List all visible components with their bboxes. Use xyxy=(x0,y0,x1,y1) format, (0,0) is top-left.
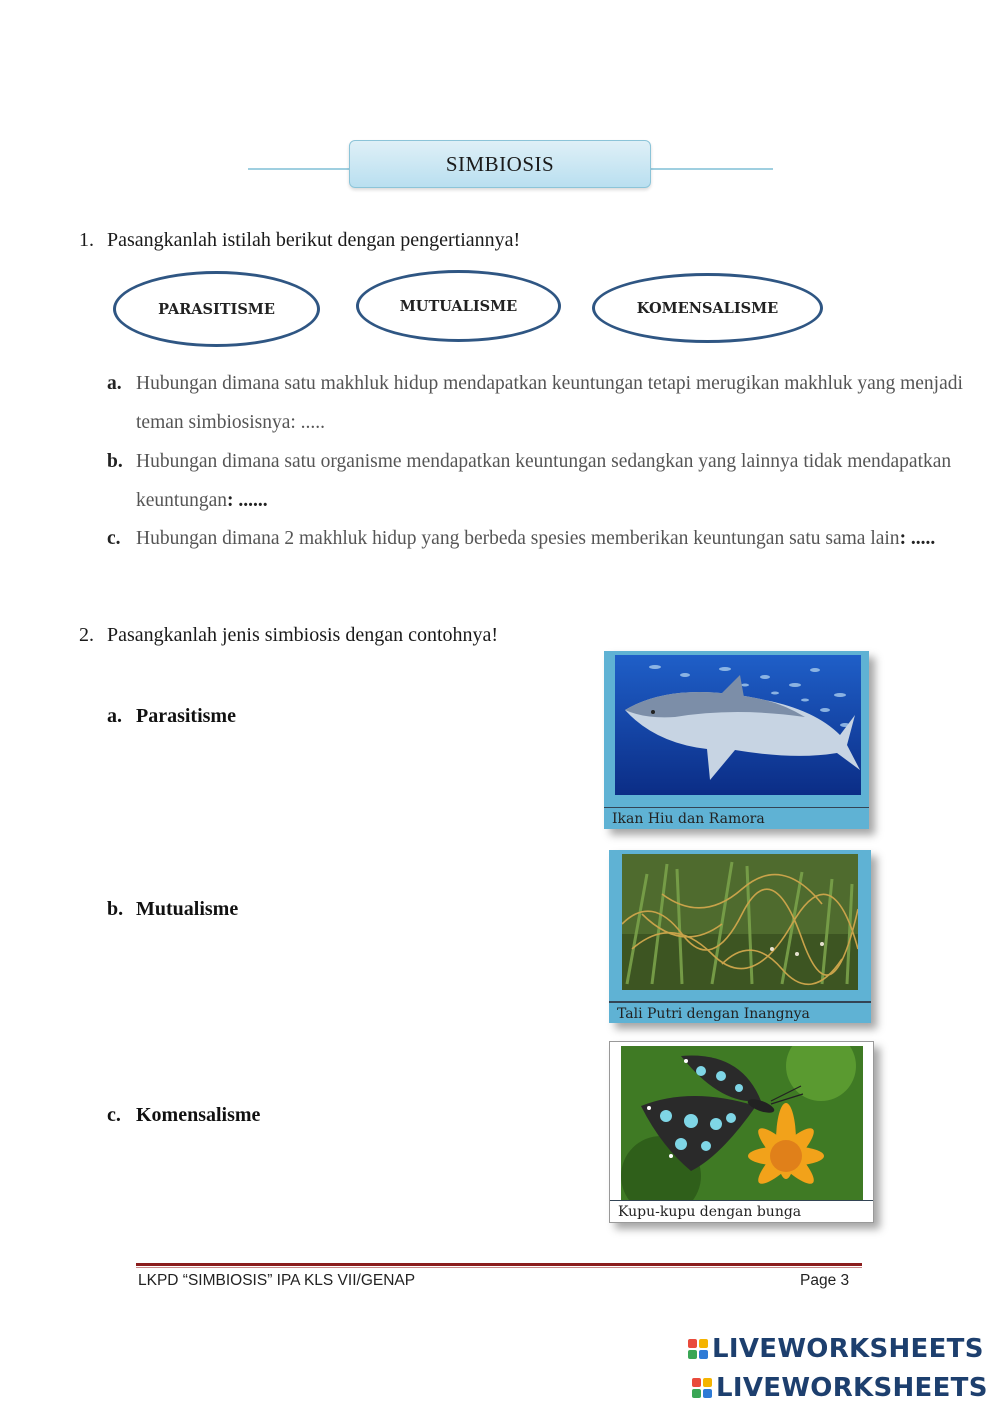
term-komensalisme[interactable]: KOMENSALISME xyxy=(592,273,823,343)
liveworksheets-watermark: LIVEWORKSHEETS xyxy=(688,1334,984,1364)
footer-title: LKPD “SIMBIOSIS” IPA KLS VII/GENAP xyxy=(138,1272,416,1289)
photo-caption: Tali Putri dengan Inangnya xyxy=(609,1001,871,1023)
symbiosis-type-mutualisme[interactable]: b. Mutualisme xyxy=(107,898,239,920)
term-parasitisme[interactable]: PARASITISME xyxy=(113,271,320,347)
symbiosis-label: Parasitisme xyxy=(136,705,236,727)
photo-card-dodder[interactable] xyxy=(609,850,871,1023)
liveworksheets-logo-icon xyxy=(692,1378,712,1398)
photo-caption: Ikan Hiu dan Ramora xyxy=(604,807,869,829)
page-title: SIMBIOSIS xyxy=(349,140,651,188)
footer-rule xyxy=(136,1263,862,1266)
photo-card-butterfly[interactable] xyxy=(609,1041,874,1223)
title-line-right xyxy=(649,168,773,170)
definition-letter: a. xyxy=(107,373,122,394)
photo-caption: Kupu-kupu dengan bunga xyxy=(610,1200,873,1222)
shark-photo xyxy=(615,655,861,795)
symbiosis-label: Komensalisme xyxy=(136,1104,261,1126)
definition-text: Hubungan dimana 2 makhluk hidup yang berbeda spesies memberikan keuntungan satu sama lain xyxy=(136,528,900,549)
definition-letter: c. xyxy=(107,528,121,549)
definition-letter: b. xyxy=(107,451,123,472)
dodder-photo xyxy=(622,854,858,990)
term-mutualisme[interactable]: MUTUALISME xyxy=(356,270,561,342)
title-line-left xyxy=(248,168,350,170)
question-number: 2. xyxy=(79,624,94,646)
butterfly-photo xyxy=(621,1046,863,1200)
liveworksheets-watermark-2: LIVEWORKSHEETS xyxy=(692,1373,988,1403)
footer-rule-thin xyxy=(136,1267,862,1268)
question-number: 1. xyxy=(79,229,94,251)
definition-text: Hubungan dimana satu makhluk hidup mendapatkan keuntungan tetapi merugikan makhluk yang menjadi teman simbiosisnya: ..... xyxy=(136,373,963,433)
question-text: Pasangkanlah jenis simbiosis dengan contohnya! xyxy=(107,624,499,646)
liveworksheets-logo-icon xyxy=(688,1339,708,1359)
page-number: Page 3 xyxy=(800,1272,850,1289)
definition-text: Hubungan dimana satu organisme mendapatkan keuntungan sedangkan yang lainnya tidak mendapatkan keuntungan xyxy=(136,451,952,511)
answer-blank[interactable]: : ..... xyxy=(899,528,936,549)
symbiosis-type-parasitisme[interactable]: a. Parasitisme xyxy=(107,705,236,727)
photo-card-shark[interactable] xyxy=(604,651,869,829)
symbiosis-type-komensalisme[interactable]: c. Komensalisme xyxy=(107,1104,261,1126)
symbiosis-label: Mutualisme xyxy=(136,898,239,920)
question-text: Pasangkanlah istilah berikut dengan pengertiannya! xyxy=(107,229,521,251)
answer-blank[interactable]: : ...... xyxy=(226,490,268,511)
